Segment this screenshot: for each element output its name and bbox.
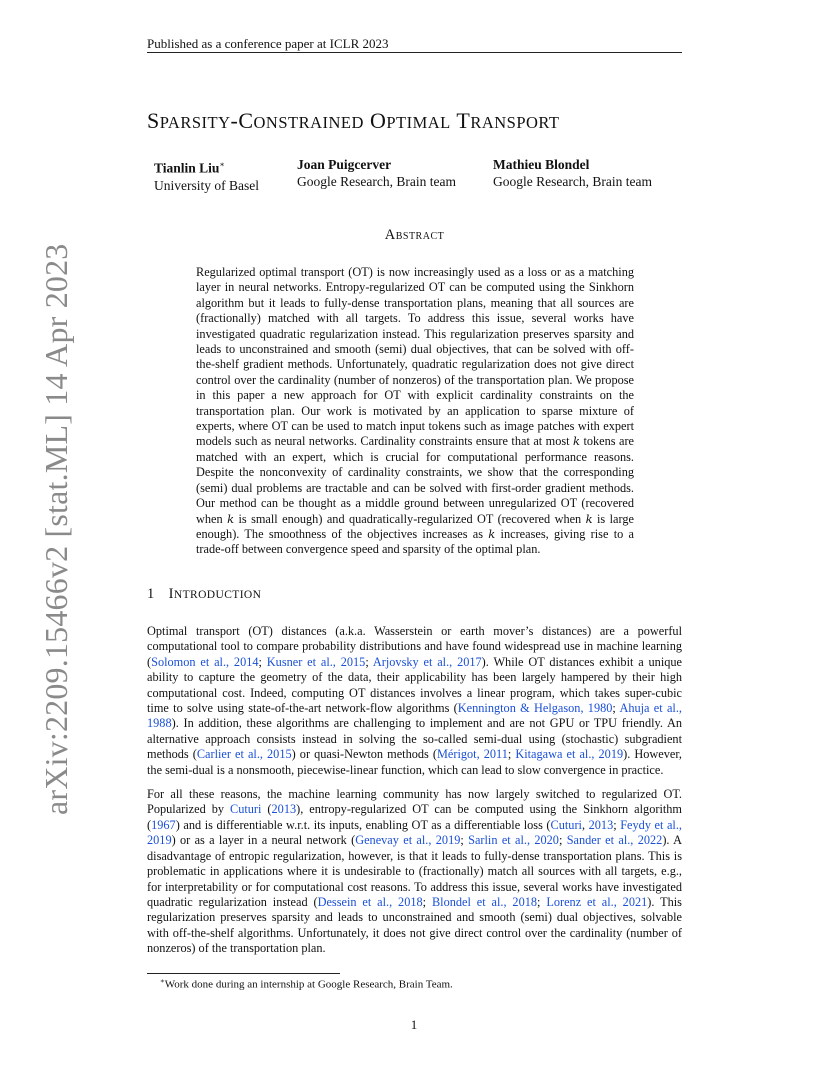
text-span: ). While OT distances exhibit a unique ability to capture the geometry of the data, their applicability has been largely hampered by their high computational cost. Indeed, computing OT distances involves a linear program, which takes super-cubic time to solve using state-of-the-art network-flow algorithms ( bbox=[147, 654, 682, 716]
paragraph bbox=[147, 624, 682, 778]
text-span: ; bbox=[612, 701, 620, 716]
abstract-span: tokens are matched with an expert, which is crucial for computational performance reasons. Despite the nonconvexity of cardinality constraints, we show that the corresponding (semi) dual problems are tractable and can be solved with first-order gradient methods. Our method can be thought as a middle ground between unregularized OT (recovered when bbox=[196, 434, 634, 526]
title-part: ONSTRAINED bbox=[253, 113, 364, 132]
text-span: ) or as a layer in a neural network ( bbox=[171, 833, 356, 848]
author-affiliation: Google Research, Brain team bbox=[297, 174, 456, 189]
title-part: PTIMAL bbox=[386, 113, 451, 132]
citation-link[interactable]: Arjovsky et al., 2017 bbox=[372, 654, 482, 669]
paragraph bbox=[147, 787, 682, 956]
section-title-rest: NTRODUCTION bbox=[173, 589, 262, 601]
citation-link[interactable]: Sander et al., 2022 bbox=[566, 833, 663, 848]
page-number: 1 bbox=[410, 1017, 418, 1032]
text-span: ). This regularization preserves sparsity and leads to unconstrained and smooth (semi) dual objectives, solvable with off-the-shelf algorithms. Unfortunately, it does not give direct control over the cardinality (number of nonzeros) of the transportation plan. bbox=[147, 894, 682, 956]
citation-link[interactable]: Cuturi bbox=[550, 817, 582, 832]
text-span: ) or quasi-Newton methods ( bbox=[291, 747, 437, 762]
footnote bbox=[160, 977, 453, 991]
text-span: Optimal transport (OT) distances (a.k.a. Wasserstein or earth mover’s distances) are a powerful computational tool to compare probability distributions and have found widespread use in machine learning ( bbox=[147, 624, 682, 669]
citation-link[interactable]: Blondel et al., 2018 bbox=[431, 894, 538, 909]
citation-link[interactable]: 2013 bbox=[588, 817, 614, 832]
citation-link[interactable]: Kitagawa et al., 2019 bbox=[515, 747, 624, 762]
citation-link[interactable]: Lorenz et al., 2021 bbox=[546, 894, 648, 909]
author-block bbox=[493, 156, 652, 190]
text-span: ). A disadvantage of entropic regularization, however, is that it leads to fully-dense transportation plans. This is problematic in applications where it is undesirable to (fractionally) match all sources with all targets, e.g., for interpretability or for computational cost reasons. To address this issue, several works have investigated quadratic regularization instead ( bbox=[147, 833, 683, 909]
citation-link[interactable]: 2013 bbox=[271, 802, 297, 817]
citation-link[interactable]: Feydy et al., 2019 bbox=[147, 817, 682, 848]
title-part: RANSPORT bbox=[470, 113, 560, 132]
text-span: ; bbox=[537, 894, 547, 909]
citation-link[interactable]: Solomon et al., 2014 bbox=[151, 654, 259, 669]
text-span: ; bbox=[365, 654, 373, 669]
title-part: PARSITY bbox=[159, 113, 231, 132]
footnote-mark: ∗ bbox=[160, 977, 165, 985]
author-name: Joan Puigcerver bbox=[297, 157, 392, 172]
abstract-span: increases, giving rise to a trade-off between convergence speed and sparsity of the optimal plan. bbox=[196, 526, 634, 557]
text-span: ; bbox=[258, 654, 267, 669]
title-part: - bbox=[230, 108, 239, 133]
section-title-initial: I bbox=[168, 586, 174, 602]
math-k: k bbox=[488, 526, 496, 541]
abstract-heading-text: Abstract bbox=[384, 227, 445, 243]
text-span: ; bbox=[613, 817, 621, 832]
footnote-text: Work done during an internship at Google Research, Brain Team. bbox=[164, 978, 453, 991]
footnote-rule bbox=[147, 973, 340, 974]
text-span: ; bbox=[558, 833, 567, 848]
math-k: k bbox=[573, 434, 580, 449]
abstract-span: is large enough). The smoothness of the objectives increases as bbox=[196, 511, 634, 541]
author-affiliation: University of Basel bbox=[154, 177, 259, 193]
citation-link[interactable]: Mérigot, 2011 bbox=[436, 747, 508, 762]
citation-link[interactable]: Dessein et al., 2018 bbox=[317, 894, 423, 909]
author-block bbox=[297, 156, 456, 190]
math-k: k bbox=[585, 511, 593, 526]
citation-link[interactable]: Kennington & Helgason, 1980 bbox=[457, 701, 613, 716]
title-part: C bbox=[238, 108, 254, 133]
citation-link[interactable]: Kusner et al., 2015 bbox=[266, 654, 366, 669]
section-number: 1 bbox=[147, 586, 155, 602]
arxiv-watermark[interactable]: arXiv:2209.15466v2 [stat.ML] 14 Apr 2023 bbox=[38, 243, 74, 815]
citation-link[interactable]: Carlier et al., 2015 bbox=[196, 747, 292, 762]
section-heading bbox=[147, 586, 682, 603]
author-affiliation: Google Research, Brain team bbox=[493, 174, 652, 189]
abstract-text bbox=[196, 265, 634, 558]
title-part: S bbox=[147, 108, 160, 133]
math-k: k bbox=[227, 511, 235, 526]
citation-link[interactable]: Sarlin et al., 2020 bbox=[468, 833, 559, 848]
header-rule bbox=[147, 52, 682, 53]
citation-link[interactable]: Ahuja et al., 1988 bbox=[147, 701, 682, 731]
author-name: Mathieu Blondel bbox=[493, 157, 590, 172]
citation-link[interactable]: Genevay et al., 2019 bbox=[355, 833, 461, 848]
author-block bbox=[154, 156, 259, 194]
text-span: For all these reasons, the machine learning community has now largely switched to regularized OT. Popularized by bbox=[147, 787, 682, 817]
abstract-span: Regularized optimal transport (OT) is now increasingly used as a loss or as a matching layer in neural networks. Entropy-regularized OT can be computed using the Sinkhorn algorithm but it leads to fully-dense transportation plans, meaning that all sources are (fractionally) matched with all targets. To address this issue, several works have investigated quadratic regularization instead. This regularization preserves sparsity and leads to unconstrained and smooth (semi) dual objectives, that can be solved with off-the-shelf gradient methods. Unfortunately, quadratic regularization does not give direct control over the cardinality (number of nonzeros) of the transportation plan. We propose in this paper a new approach for OT with explicit cardinality constraints on the transportation plan. Our work is motivated by an application to sparse mixture of experts, where OT can be used to match input tokens such as image patches with expert models such as neural networks. Cardinality constraints ensure that at most bbox=[196, 265, 634, 449]
body-text bbox=[147, 624, 682, 966]
text-span: ; bbox=[460, 833, 469, 848]
title-part: T bbox=[456, 108, 471, 133]
text-span: ) and is differentiable w.r.t. its inputs, enabling OT as a differentiable loss ( bbox=[175, 817, 551, 832]
abstract-span: is small enough) and quadratically-regularized OT (recovered when bbox=[238, 511, 582, 526]
text-span: ; bbox=[507, 747, 516, 762]
running-header: Published as a conference paper at ICLR 2023 bbox=[147, 36, 389, 51]
title-part: O bbox=[369, 108, 387, 133]
text-span: ). In addition, these algorithms are challenging to implement and are not GPU or TPU friendly. An alternative approach consists instead in solving the so-called semi-dual using (stochastic) subgradient methods ( bbox=[147, 716, 682, 762]
text-span: ), entropy-regularized OT can be computed using the Sinkhorn algorithm ( bbox=[147, 802, 682, 832]
text-span: ). However, the semi-dual is a nonsmooth, piecewise-linear function, which can lead to slow convergence in practice. bbox=[147, 747, 683, 777]
abstract-heading bbox=[147, 227, 682, 244]
text-span: , bbox=[581, 817, 589, 832]
paper-title bbox=[147, 108, 682, 134]
citation-link[interactable]: 1967 bbox=[151, 817, 176, 832]
author-name: Tianlin Liu bbox=[154, 160, 220, 176]
text-span: ; bbox=[422, 894, 432, 909]
footnote-mark[interactable]: ∗ bbox=[219, 160, 225, 169]
text-span: ( bbox=[261, 802, 272, 817]
citation-link[interactable]: Cuturi bbox=[230, 802, 262, 817]
